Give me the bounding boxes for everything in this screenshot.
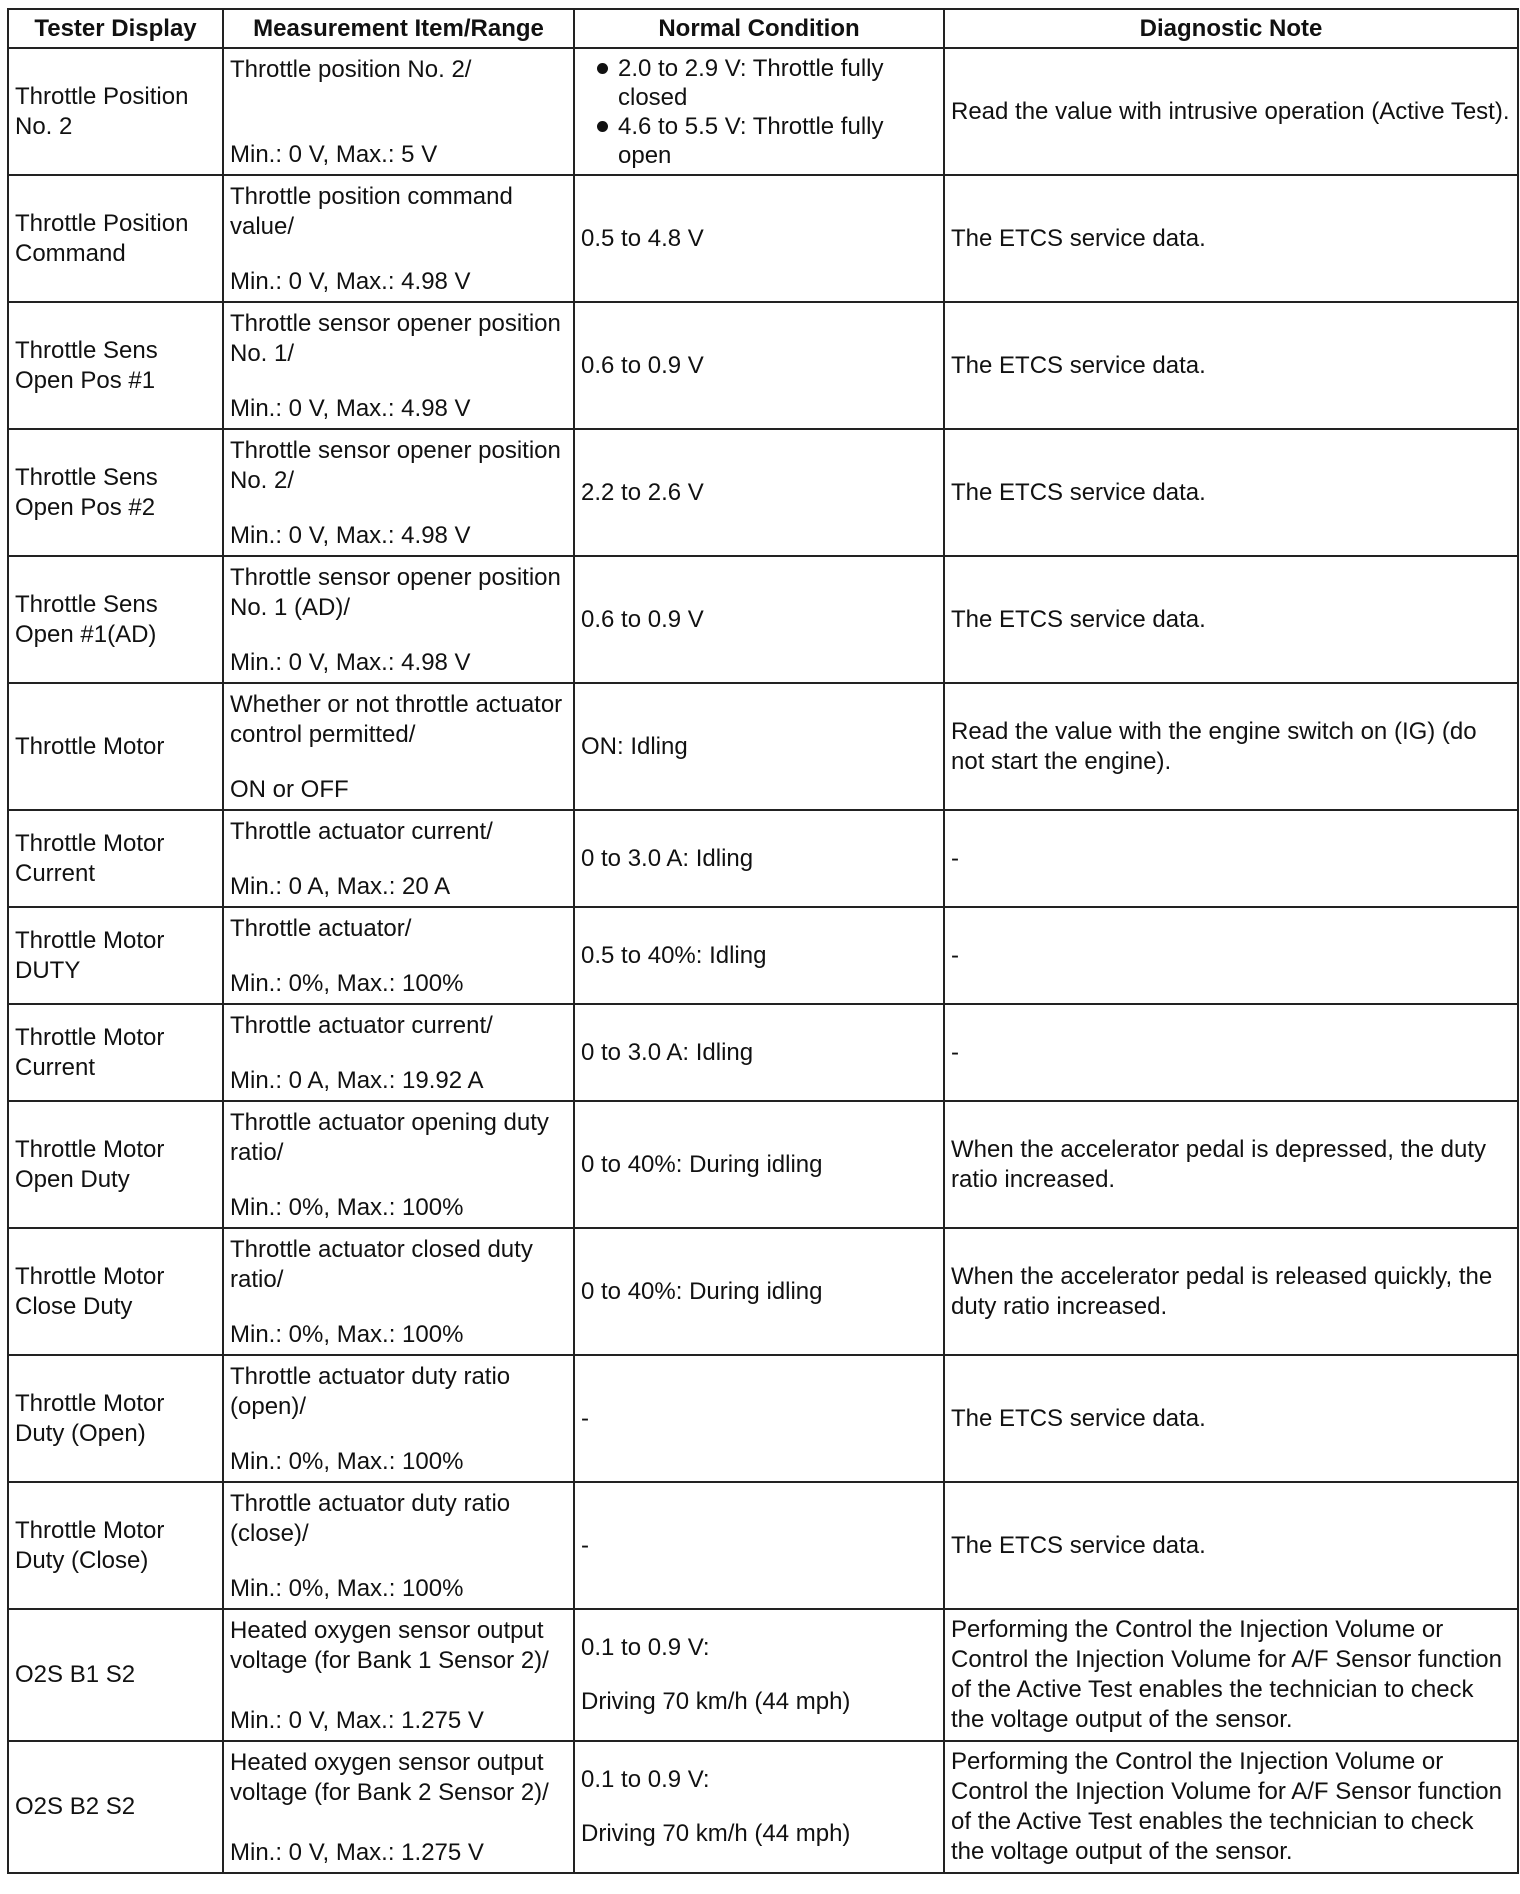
measurement-range: Min.: 0 V, Max.: 1.275 V <box>230 1839 484 1866</box>
normal-condition-list <box>581 54 937 170</box>
tester-display-cell: O2S B1 S2 <box>8 1609 223 1741</box>
normal-condition-cell: 0 to 3.0 A: Idling <box>574 1004 944 1101</box>
header-normal-condition: Normal Condition <box>574 9 944 48</box>
measurement-item: Throttle position command value/ <box>230 183 513 240</box>
table-row <box>8 907 1518 1004</box>
measurement-item: Throttle actuator duty ratio (open)/ <box>230 1363 511 1420</box>
measurement-range: Min.: 0 V, Max.: 1.275 V <box>230 1707 484 1734</box>
measurement-range: Min.: 0 A, Max.: 19.92 A <box>230 1067 484 1094</box>
diagnostic-note-cell: - <box>944 810 1518 907</box>
normal-condition-text: 2.0 to 2.9 V: Throttle fully closed <box>618 54 884 111</box>
tester-display-cell: Throttle Motor Open Duty <box>8 1101 223 1228</box>
measurement-range: Min.: 0%, Max.: 100% <box>230 1194 464 1221</box>
normal-condition-cell <box>574 1609 944 1741</box>
table-row <box>8 48 1518 175</box>
table-row <box>8 1004 1518 1101</box>
normal-condition-text: Driving 70 km/h (44 mph) <box>581 1688 851 1715</box>
measurement-item: Throttle actuator opening duty ratio/ <box>230 1109 549 1166</box>
tester-display-cell: Throttle Motor Close Duty <box>8 1228 223 1355</box>
header-measurement-item: Measurement Item/Range <box>223 9 574 48</box>
table-row <box>8 810 1518 907</box>
measurement-cell <box>223 1355 574 1482</box>
measurement-range: Min.: 0%, Max.: 100% <box>230 1321 464 1348</box>
measurement-cell <box>223 1004 574 1101</box>
measurement-cell <box>223 1741 574 1873</box>
tester-display-cell: Throttle Motor <box>8 683 223 810</box>
normal-condition-cell: 0.5 to 40%: Idling <box>574 907 944 1004</box>
measurement-range: Min.: 0%, Max.: 100% <box>230 1575 464 1602</box>
table-row <box>8 302 1518 429</box>
table-row <box>8 1228 1518 1355</box>
tester-display-cell: Throttle Motor Duty (Close) <box>8 1482 223 1609</box>
measurement-range: Min.: 0 V, Max.: 4.98 V <box>230 268 471 295</box>
diagnostic-note-cell: When the accelerator pedal is depressed, the duty ratio increased. <box>944 1101 1518 1228</box>
normal-condition-cell: 0 to 40%: During idling <box>574 1228 944 1355</box>
normal-condition-text: 0.1 to 0.9 V: <box>581 1634 710 1661</box>
normal-condition-cell: 0.5 to 4.8 V <box>574 175 944 302</box>
table-row <box>8 1482 1518 1609</box>
diagnostic-note-cell: The ETCS service data. <box>944 1482 1518 1609</box>
diagnostic-note-cell: The ETCS service data. <box>944 175 1518 302</box>
tester-display-cell: Throttle Position No. 2 <box>8 48 223 175</box>
diagnostic-note-cell: The ETCS service data. <box>944 1355 1518 1482</box>
measurement-item: Throttle actuator/ <box>230 915 412 942</box>
measurement-item: Throttle actuator current/ <box>230 1012 493 1039</box>
measurement-cell <box>223 429 574 556</box>
diagnostic-note-cell: Performing the Control the Injection Volume or Control the Injection Volume for A/F Sensor function of the Active Test enables the technician to check the voltage output of the sensor. <box>944 1741 1518 1873</box>
measurement-cell <box>223 810 574 907</box>
measurement-range: Min.: 0%, Max.: 100% <box>230 1448 464 1475</box>
diagnostic-note-cell: Read the value with intrusive operation (Active Test). <box>944 48 1518 175</box>
table-row <box>8 683 1518 810</box>
normal-condition-cell <box>574 1741 944 1873</box>
measurement-cell <box>223 907 574 1004</box>
measurement-item: Heated oxygen sensor output voltage (for Bank 2 Sensor 2)/ <box>230 1749 549 1806</box>
diagnostic-note-cell: The ETCS service data. <box>944 429 1518 556</box>
measurement-range: Min.: 0 A, Max.: 20 A <box>230 873 451 900</box>
diagnostic-note-cell: - <box>944 907 1518 1004</box>
tester-display-cell: Throttle Motor Duty (Open) <box>8 1355 223 1482</box>
normal-condition-cell: 0 to 40%: During idling <box>574 1101 944 1228</box>
table-row <box>8 1741 1518 1873</box>
tester-display-cell: Throttle Sens Open Pos #2 <box>8 429 223 556</box>
normal-condition-text: Driving 70 km/h (44 mph) <box>581 1820 851 1847</box>
normal-condition-text: 4.6 to 5.5 V: Throttle fully open <box>618 112 884 169</box>
normal-condition-cell: 2.2 to 2.6 V <box>574 429 944 556</box>
measurement-item: Throttle position No. 2/ <box>230 56 472 83</box>
table-row <box>8 1101 1518 1228</box>
measurement-item: Heated oxygen sensor output voltage (for Bank 1 Sensor 2)/ <box>230 1617 549 1674</box>
diagnostic-note-cell: The ETCS service data. <box>944 302 1518 429</box>
normal-condition-cell <box>574 48 944 175</box>
bullet-icon <box>597 121 608 132</box>
list-item <box>581 54 937 112</box>
table-row <box>8 1355 1518 1482</box>
diagnostic-note-cell: Performing the Control the Injection Volume or Control the Injection Volume for A/F Sensor function of the Active Test enables the technician to check the voltage output of the sensor. <box>944 1609 1518 1741</box>
measurement-cell <box>223 1228 574 1355</box>
normal-condition-cell: - <box>574 1355 944 1482</box>
diagnostic-note-cell: The ETCS service data. <box>944 556 1518 683</box>
list-item <box>581 112 937 170</box>
measurement-cell <box>223 1609 574 1741</box>
measurement-cell <box>223 556 574 683</box>
tester-display-cell: Throttle Sens Open #1(AD) <box>8 556 223 683</box>
measurement-item: Throttle sensor opener position No. 1/ <box>230 310 561 367</box>
bullet-icon <box>597 63 608 74</box>
tester-display-cell: O2S B2 S2 <box>8 1741 223 1873</box>
tester-display-cell: Throttle Motor DUTY <box>8 907 223 1004</box>
normal-condition-text: 0.1 to 0.9 V: <box>581 1766 710 1793</box>
measurement-cell <box>223 1482 574 1609</box>
table-row <box>8 429 1518 556</box>
diagnostic-note-cell: - <box>944 1004 1518 1101</box>
measurement-item: Throttle sensor opener position No. 1 (AD)/ <box>230 564 561 621</box>
normal-condition-cell: 0.6 to 0.9 V <box>574 302 944 429</box>
table-row <box>8 175 1518 302</box>
diagnostic-note-cell: When the accelerator pedal is released quickly, the duty ratio increased. <box>944 1228 1518 1355</box>
measurement-range: Min.: 0 V, Max.: 4.98 V <box>230 522 471 549</box>
header-row <box>8 9 1518 48</box>
measurement-item: Throttle actuator duty ratio (close)/ <box>230 1490 511 1547</box>
measurement-cell <box>223 48 574 175</box>
measurement-range: ON or OFF <box>230 776 349 803</box>
table-header <box>8 9 1518 48</box>
tester-display-cell: Throttle Motor Current <box>8 1004 223 1101</box>
tester-display-cell: Throttle Position Command <box>8 175 223 302</box>
table-row <box>8 556 1518 683</box>
normal-condition-cell: 0.6 to 0.9 V <box>574 556 944 683</box>
diagnostic-note-cell: Read the value with the engine switch on (IG) (do not start the engine). <box>944 683 1518 810</box>
measurement-cell <box>223 302 574 429</box>
normal-condition-cell: - <box>574 1482 944 1609</box>
measurement-item: Throttle actuator current/ <box>230 818 493 845</box>
measurement-item: Throttle sensor opener position No. 2/ <box>230 437 561 494</box>
diagnostic-data-table <box>7 8 1519 1874</box>
measurement-range: Min.: 0%, Max.: 100% <box>230 970 464 997</box>
table-row <box>8 1609 1518 1741</box>
measurement-cell <box>223 175 574 302</box>
table-body <box>8 48 1518 1873</box>
measurement-range: Min.: 0 V, Max.: 4.98 V <box>230 649 471 676</box>
measurement-range: Min.: 0 V, Max.: 4.98 V <box>230 395 471 422</box>
tester-display-cell: Throttle Sens Open Pos #1 <box>8 302 223 429</box>
header-tester-display: Tester Display <box>8 9 223 48</box>
normal-condition-cell: ON: Idling <box>574 683 944 810</box>
measurement-range: Min.: 0 V, Max.: 5 V <box>230 141 438 168</box>
measurement-item: Whether or not throttle actuator control permitted/ <box>230 691 563 748</box>
tester-display-cell: Throttle Motor Current <box>8 810 223 907</box>
measurement-cell <box>223 683 574 810</box>
measurement-item: Throttle actuator closed duty ratio/ <box>230 1236 533 1293</box>
measurement-cell <box>223 1101 574 1228</box>
normal-condition-cell: 0 to 3.0 A: Idling <box>574 810 944 907</box>
header-diagnostic-note: Diagnostic Note <box>944 9 1518 48</box>
